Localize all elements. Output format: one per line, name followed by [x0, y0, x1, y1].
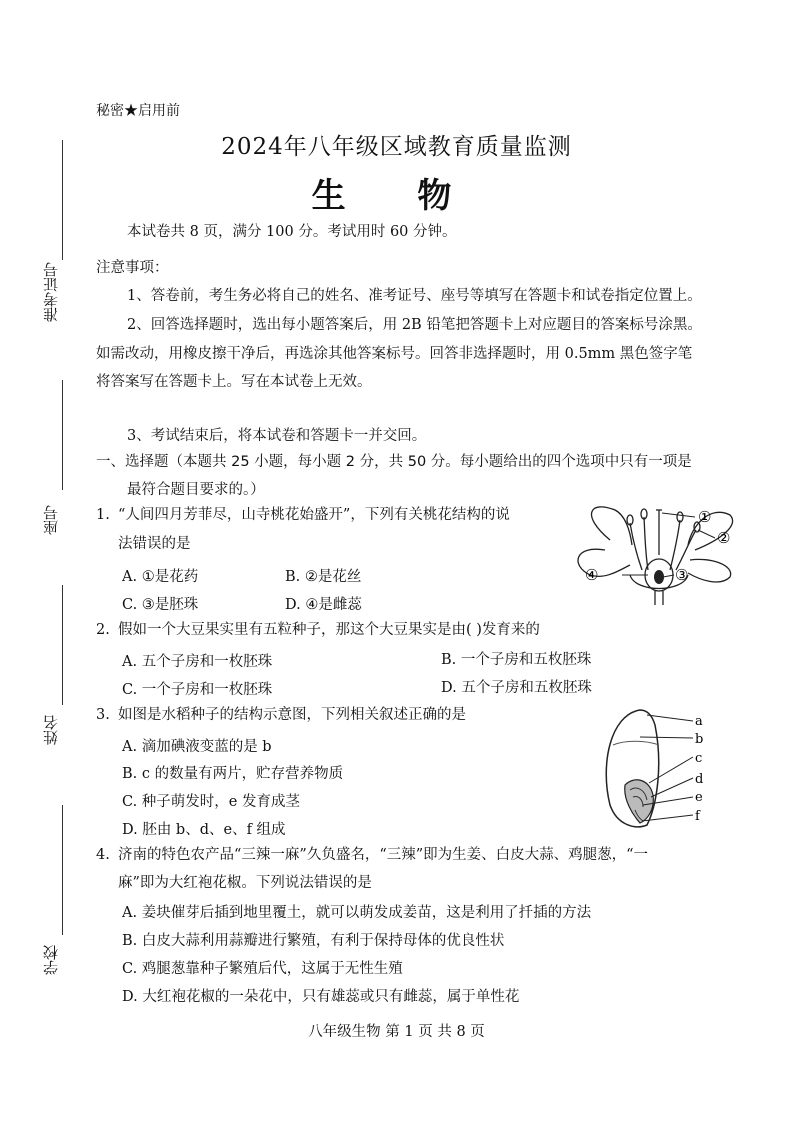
flower-label-3: ③: [675, 566, 689, 584]
q1-stem-line2: 法错误的是: [118, 536, 191, 552]
rice-seed-diagram: [595, 705, 715, 835]
seed-label-b: b: [695, 732, 704, 747]
school-label: 学校: [42, 945, 60, 975]
q4-number: 4.: [96, 847, 110, 863]
q3-option-a: A. 滴加碘液变蓝的是 b: [122, 739, 272, 755]
seed-label-c: c: [695, 751, 703, 766]
q3-option-c: C. 种子萌发时，e 发育成茎: [122, 794, 300, 810]
q3-number: 3.: [96, 707, 110, 723]
q4-option-a: A. 姜块催芽后插到地里覆土，就可以萌发成姜苗，这是利用了扦插的方法: [122, 905, 592, 921]
q1-number: 1.: [96, 507, 110, 523]
q2-option-b: B. 一个子房和五枚胚珠: [441, 652, 592, 668]
flower-label-1: ①: [698, 508, 712, 526]
notice-item-2-line3: 将答案写在答题卡上。写在本试卷上无效。: [96, 374, 372, 390]
q4-stem-line1: 济南的特色农产品“三辣一麻”久负盛名，“三辣”即为生姜、白皮大蒜、鸡腿葱，“一: [118, 847, 649, 863]
section-heading-line2: 最符合题目要求的。）: [127, 482, 265, 498]
seat-label: 座号: [42, 505, 60, 535]
exam-intro: 本试卷共 8 页，满分 100 分。考试用时 60 分钟。: [127, 224, 457, 240]
q1-option-b: B. ②是花丝: [285, 569, 362, 585]
q3-option-b: B. c 的数量有两片，贮存营养物质: [122, 766, 344, 782]
notice-item-2-line1: 2、回答选择题时，选出每小题答案后，用 2B 铅笔把答题卡上对应题目的答案标号涂黑。: [127, 317, 702, 333]
q2-option-d: D. 五个子房和五枚胚珠: [441, 680, 592, 696]
ovule-mark: [654, 570, 664, 584]
notice-heading: 注意事项：: [96, 260, 169, 276]
margin-line-4: [62, 805, 63, 935]
peach-flower-diagram: [570, 495, 750, 605]
section-heading-line1: 一、选择题（本题共 25 小题，每小题 2 分，共 50 分。每小题给出的四个选项中只有一项是: [96, 454, 692, 470]
q4-stem-line2: 麻”即为大红袍花椒。下列说法错误的是: [118, 875, 372, 891]
margin-line-3: [62, 585, 63, 705]
seed-label-a: a: [695, 714, 703, 729]
exam-title: 2024年八年级区域教育质量监测: [221, 134, 572, 160]
seed-label-e: e: [695, 790, 703, 805]
secret-label: 秘密★启用前: [96, 103, 180, 119]
flower-label-2: ②: [717, 529, 731, 547]
q1-option-d: D. ④是雌蕊: [285, 597, 362, 613]
q1-option-c: C. ③是胚珠: [122, 597, 199, 613]
q2-option-c: C. 一个子房和一枚胚珠: [122, 682, 273, 698]
margin-line-2: [62, 380, 63, 490]
notice-item-1: 1、答卷前，考生务必将自己的姓名、准考证号、座号等填写在答题卡和试卷指定位置上。: [127, 288, 702, 304]
flower-label-4: ④: [585, 566, 599, 584]
subject-title: 生 物: [311, 176, 482, 216]
q1-stem-line1: “人间四月芳菲尽，山寺桃花始盛开”，下列有关桃花结构的说: [118, 507, 510, 523]
q2-stem: 假如一个大豆果实里有五粒种子，那这个大豆果实是由( )发育来的: [118, 622, 540, 638]
notice-item-3: 3、考试结束后，将本试卷和答题卡一并交回。: [127, 428, 427, 444]
admission-number-label: 准考证号: [42, 262, 60, 322]
q4-option-d: D. 大红袍花椒的一朵花中，只有雄蕊或只有雌蕊，属于单性花: [122, 989, 520, 1005]
page-footer: 八年级生物 第 1 页 共 8 页: [308, 1024, 485, 1040]
q4-option-c: C. 鸡腿葱靠种子繁殖后代，这属于无性生殖: [122, 961, 403, 977]
q3-option-d: D. 胚由 b、d、e、f 组成: [122, 822, 286, 838]
seed-label-d: d: [695, 772, 704, 787]
q1-option-a: A. ①是花药: [122, 569, 199, 585]
q2-number: 2.: [96, 622, 110, 638]
name-label: 姓名: [42, 715, 60, 745]
seed-label-f: f: [695, 809, 700, 824]
q3-stem: 如图是水稻种子的结构示意图，下列相关叙述正确的是: [118, 707, 466, 723]
q2-option-a: A. 五个子房和一枚胚珠: [122, 654, 273, 670]
q4-option-b: B. 白皮大蒜利用蒜瓣进行繁殖，有利于保持母体的优良性状: [122, 933, 505, 949]
notice-item-2-line2: 如需改动，用橡皮擦干净后，再选涂其他答案标号。回答非选择题时，用 0.5mm 黑色签字笔: [96, 346, 693, 362]
